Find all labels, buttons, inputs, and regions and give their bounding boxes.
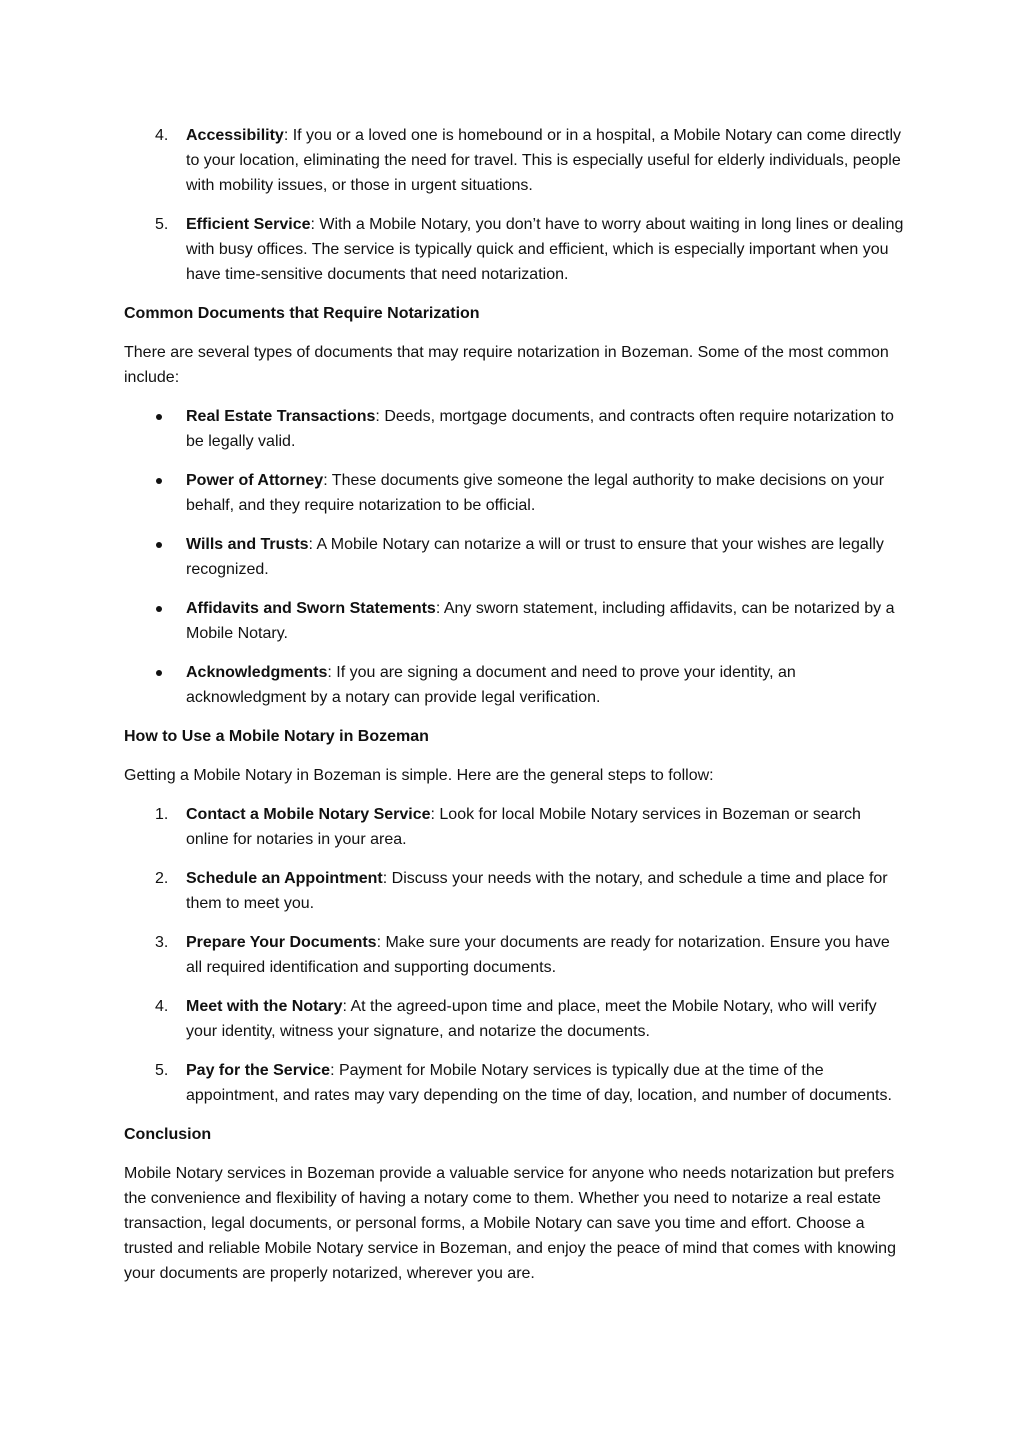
section-intro-common-documents: There are several types of documents that may require notarization in Bozeman. Some of the most common include: [124,344,889,386]
section-heading-how-to: How to Use a Mobile Notary in Bozeman [124,728,429,745]
list-item-term: Acknowledgments [186,664,328,681]
bullet-icon [156,670,162,676]
list-item-term: Real Estate Transactions [186,408,376,425]
list-item-term: Wills and Trusts [186,536,309,553]
benefits-list-continued [124,123,904,287]
list-number: 4. [155,998,169,1015]
list-item-text: : Deeds, mortgage documents, and contracts often require notarization to be legally valid. [186,408,894,450]
list-item-term: Affidavits and Sworn Statements [186,600,436,617]
list-item-text: : A Mobile Notary can notarize a will or trust to ensure that your wishes are legally recognized. [186,536,884,578]
list-item [124,596,904,646]
list-item [124,994,904,1044]
list-item-text: : Any sworn statement, including affidavits, can be notarized by a Mobile Notary. [186,600,895,642]
bullet-icon [156,606,162,612]
common-documents-list [124,404,904,710]
list-item [124,123,904,198]
list-item-text: : If you are signing a document and need to prove your identity, an acknowledgment by a notary can provide legal verification. [186,664,796,706]
list-item-text: : Discuss your needs with the notary, and schedule a time and place for them to meet you. [186,870,888,912]
bullet-icon [156,542,162,548]
list-item-text: : Payment for Mobile Notary services is typically due at the time of the appointment, and rates may vary depending on the time of day, location, and number of documents. [186,1062,892,1104]
section-heading-conclusion: Conclusion [124,1126,212,1143]
list-item-term: Meet with the Notary [186,998,343,1015]
list-item-text: : Make sure your documents are ready for notarization. Ensure you have all required identification and supporting documents. [186,934,890,976]
list-item-term: Pay for the Service [186,1062,331,1079]
bullet-icon [156,478,162,484]
list-item [124,930,904,980]
list-item [124,212,904,287]
list-item-term: Prepare Your Documents [186,934,377,951]
section-intro-how-to: Getting a Mobile Notary in Bozeman is simple. Here are the general steps to follow: [124,767,714,784]
list-item [124,802,904,852]
list-number: 3. [155,934,169,951]
list-item [124,532,904,582]
list-item [124,468,904,518]
list-item-text: : Look for local Mobile Notary services in Bozeman or search online for notaries in your area. [186,806,861,848]
list-item-term: Schedule an Appointment [186,870,383,887]
bullet-icon [156,414,162,420]
list-number: 5. [155,216,169,233]
section-heading-common-documents: Common Documents that Require Notarization [124,305,480,322]
list-item-term: Accessibility [186,127,284,144]
list-item [124,1058,904,1108]
conclusion-paragraph: Mobile Notary services in Bozeman provide a valuable service for anyone who needs notarization but prefers the convenience and flexibility of having a notary come to them. Whether you need to notarize a real estate transaction, legal documents, or personal forms, a Mobile Notary can save you time and effort. Choose a trusted and reliable Mobile Notary service in Bozeman, and enjoy the peace of mind that comes with knowing your documents are properly notarized, wherever you are. [124,1165,896,1282]
list-item-text: : If you or a loved one is homebound or in a hospital, a Mobile Notary can come directly to your location, eliminating the need for travel. This is especially useful for elderly individuals, people with mobility issues, or those in urgent situations. [186,127,902,194]
list-number: 1. [155,806,169,823]
list-number: 5. [155,1062,169,1079]
document-content [124,123,904,1300]
list-item [124,866,904,916]
how-to-steps-list [124,802,904,1108]
list-number: 4. [155,127,169,144]
list-item-term: Efficient Service [186,216,311,233]
list-number: 2. [155,870,169,887]
list-item-term: Contact a Mobile Notary Service [186,806,431,823]
list-item-term: Power of Attorney [186,472,324,489]
list-item [124,660,904,710]
list-item-text: : With a Mobile Notary, you don’t have to worry about waiting in long lines or dealing with busy offices. The service is typically quick and efficient, which is especially important when you have time-sensitive documents that need notarization. [186,216,904,283]
list-item-text: : At the agreed-upon time and place, meet the Mobile Notary, who will verify your identity, witness your signature, and notarize the documents. [186,998,877,1040]
list-item [124,404,904,454]
list-item-text: : These documents give someone the legal authority to make decisions on your behalf, and they require notarization to be official. [186,472,885,514]
